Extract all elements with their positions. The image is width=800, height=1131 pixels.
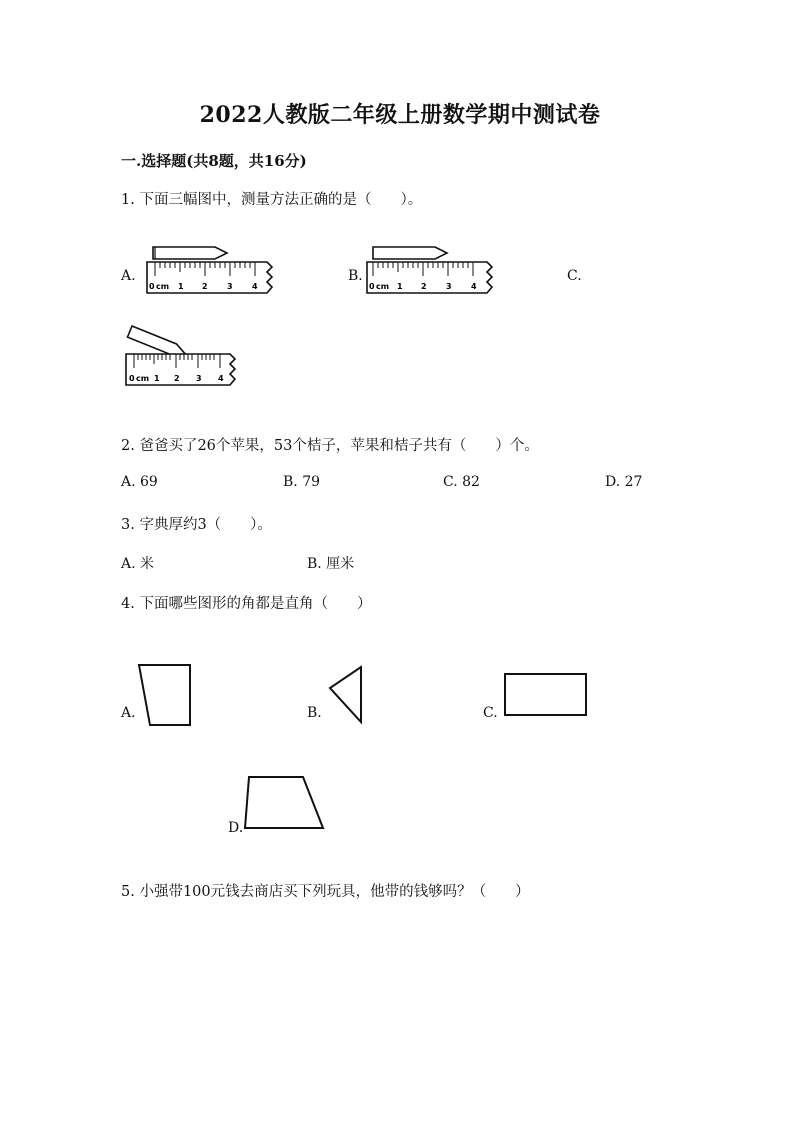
q4-shape-d-trapezoid (241, 774, 329, 832)
ruler-label: 0 (149, 282, 155, 291)
ruler-icon (126, 354, 235, 385)
ruler-label: 1 (397, 282, 403, 291)
q1-figure-a (145, 243, 280, 303)
ruler-icon (367, 262, 492, 293)
q1-option-b-label[interactable]: B. (348, 268, 363, 284)
ruler-label: 2 (421, 282, 427, 291)
ruler-label: 1 (178, 282, 184, 291)
q1-figure-b (365, 243, 500, 303)
ruler-label: 4 (252, 282, 258, 291)
ruler-label: 3 (227, 282, 233, 291)
ruler-label: cm (156, 282, 170, 291)
q3-option-b[interactable]: B. 厘米 (307, 556, 355, 572)
q2-option-c[interactable]: C. 82 (443, 474, 480, 490)
ruler-label: cm (376, 282, 390, 291)
page-title: 2022人教版二年级上册数学期中测试卷 (199, 102, 601, 128)
question-3-text: 3. 字典厚约3（ ）。 (121, 517, 272, 533)
ruler-label: 3 (446, 282, 452, 291)
ruler-label: 2 (174, 374, 180, 383)
ruler-label: 3 (196, 374, 202, 383)
q1-option-c-label[interactable]: C. (567, 268, 582, 284)
q4-shape-a-trapezoid (136, 662, 196, 728)
ruler-label: cm (136, 374, 150, 383)
q1-figure-c (124, 322, 244, 392)
q4-option-c-label[interactable]: C. (483, 705, 498, 721)
ruler-icon (147, 262, 272, 293)
q1-option-a-label[interactable]: A. (121, 268, 136, 284)
question-2-text: 2. 爸爸买了26个苹果，53个桔子，苹果和桔子共有（ ）个。 (121, 438, 539, 454)
ruler-label: 0 (369, 282, 375, 291)
question-4-text: 4. 下面哪些图形的角都是直角（ ） (121, 596, 372, 612)
q4-shape-b-triangle (324, 664, 366, 726)
q2-option-b[interactable]: B. 79 (283, 474, 321, 490)
q4-option-a-label[interactable]: A. (121, 705, 136, 721)
pencil-icon (153, 247, 227, 259)
q4-option-d-label[interactable]: D. (228, 820, 244, 836)
q2-option-a[interactable]: A. 69 (121, 474, 158, 490)
question-1-text: 1. 下面三幅图中，测量方法正确的是（ ）。 (121, 192, 423, 208)
q2-option-d[interactable]: D. 27 (605, 474, 643, 490)
section-heading: 一.选择题(共8题，共16分) (121, 152, 307, 170)
ruler-label: 0 (129, 374, 135, 383)
ruler-label: 4 (218, 374, 224, 383)
ruler-label: 4 (471, 282, 477, 291)
q3-option-a[interactable]: A. 米 (121, 556, 155, 572)
ruler-label: 1 (154, 374, 160, 383)
q4-shape-c-rectangle (502, 671, 590, 719)
question-5-text: 5. 小强带100元钱去商店买下列玩具，他带的钱够吗？（ ） (121, 884, 530, 900)
pencil-icon (373, 247, 447, 259)
q4-option-b-label[interactable]: B. (307, 705, 322, 721)
ruler-label: 2 (202, 282, 208, 291)
